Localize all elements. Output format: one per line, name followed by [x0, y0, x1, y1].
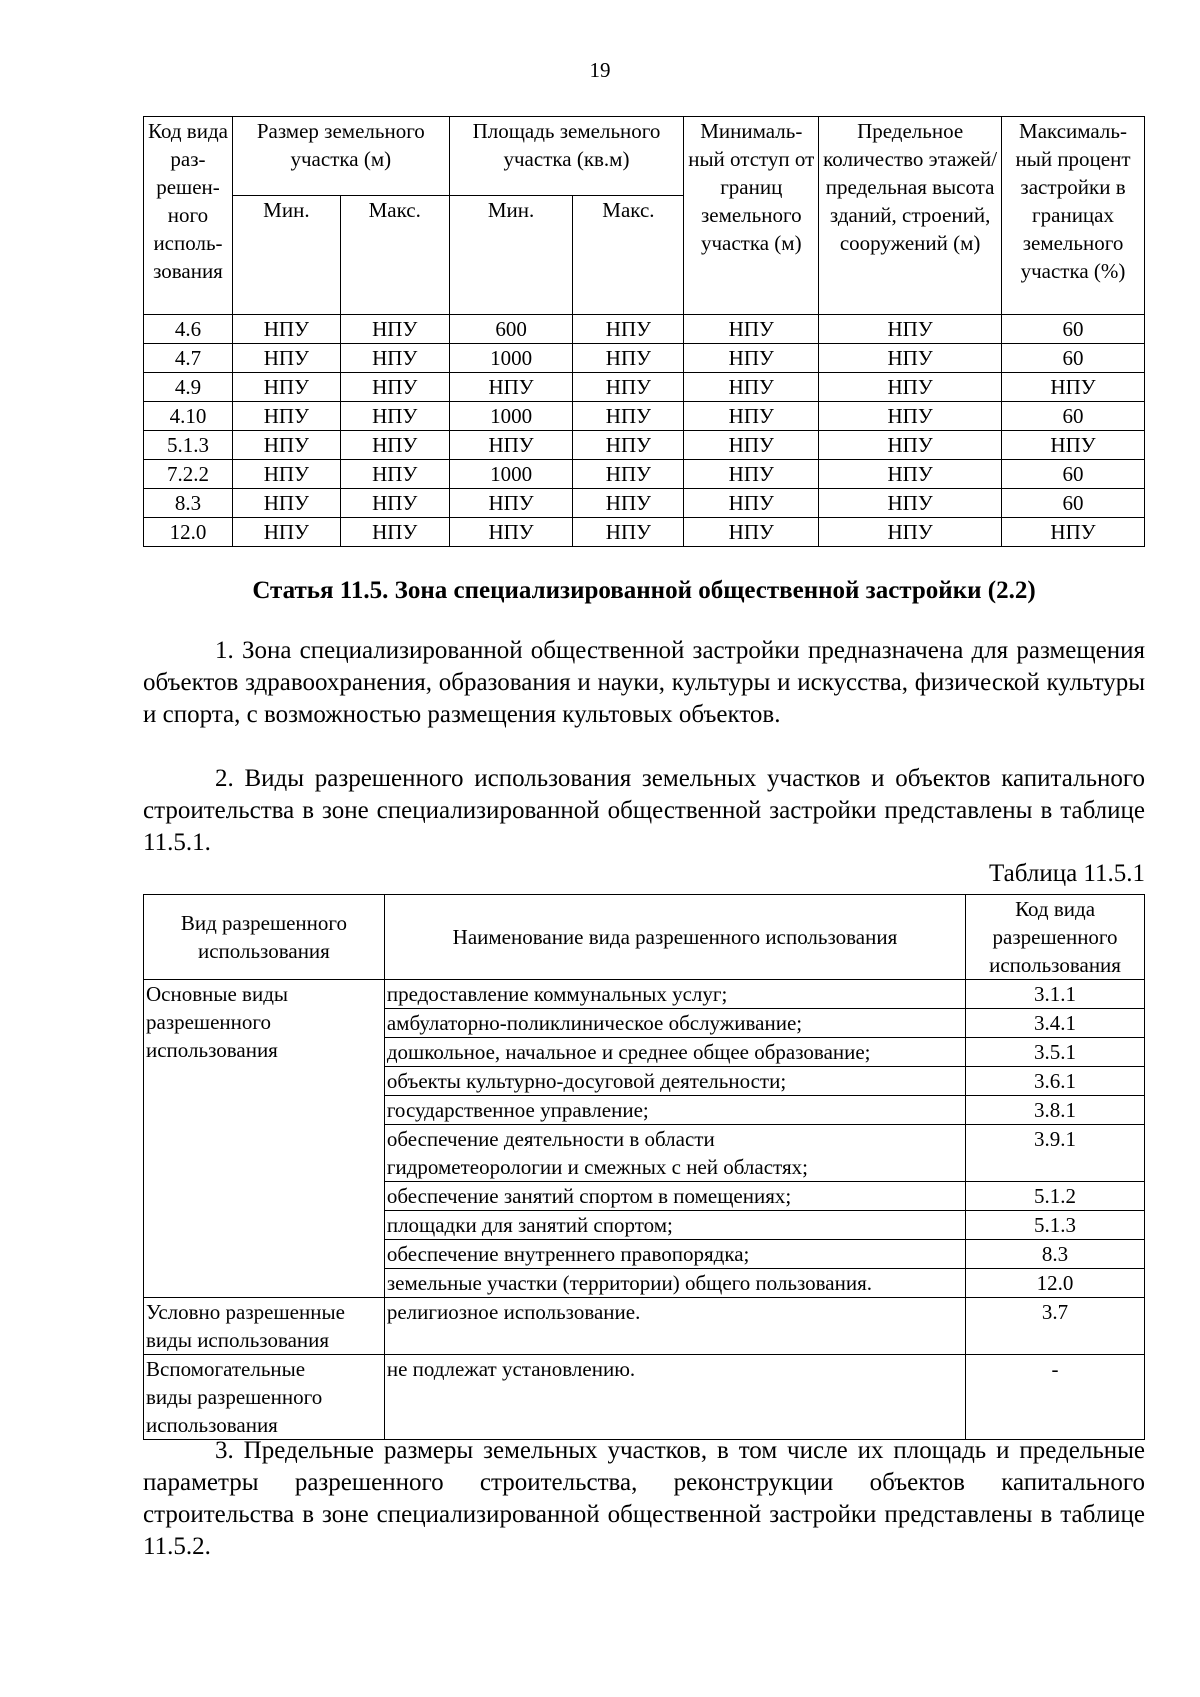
cell: НПУ [573, 315, 684, 344]
cell: 1000 [449, 344, 573, 373]
use-code: 12.0 [966, 1269, 1145, 1298]
cell: 60 [1002, 344, 1145, 373]
use-code: 3.8.1 [966, 1096, 1145, 1125]
cell: НПУ [684, 344, 819, 373]
use-code: 3.6.1 [966, 1067, 1145, 1096]
use-code: - [966, 1355, 1145, 1440]
use-name: обеспечение занятий спортом в помещениях; [384, 1182, 965, 1211]
use-name: амбулаторно-поликлиническое обслуживание; [384, 1009, 965, 1038]
cell: НПУ [232, 518, 340, 547]
cell: НПУ [573, 431, 684, 460]
use-code: 3.4.1 [966, 1009, 1145, 1038]
cell-code: 4.9 [144, 373, 233, 402]
cell: НПУ [449, 373, 573, 402]
use-name: обеспечение деятельности в области гидрометеорологии и смежных с ней областях; [384, 1125, 965, 1182]
cell: НПУ [573, 373, 684, 402]
cell: НПУ [819, 489, 1002, 518]
use-code: 5.1.2 [966, 1182, 1145, 1211]
header-size-min: Мин. [232, 196, 340, 315]
use-name: объекты культурно-досуговой деятельности; [384, 1067, 965, 1096]
parameters-table [143, 116, 1145, 547]
header-area-max: Макс. [573, 196, 684, 315]
cell: НПУ [340, 431, 449, 460]
cell: НПУ [684, 373, 819, 402]
paragraph-1: 1. Зона специализированной общественной застройки предназначена для размещения объектов здравоохранения, образования и науки, культуры и искусства, физической культуры и спорта, с возможностью размещения культовых объектов. [143, 637, 1145, 728]
use-code: 5.1.3 [966, 1211, 1145, 1240]
cell: НПУ [684, 518, 819, 547]
cell-code: 5.1.3 [144, 431, 233, 460]
cell: НПУ [1002, 518, 1145, 547]
cell: НПУ [819, 373, 1002, 402]
cell: НПУ [819, 460, 1002, 489]
table-row [144, 402, 1145, 431]
cell: НПУ [340, 373, 449, 402]
header-area: Площадь земельного участка (кв.м) [449, 117, 684, 196]
cell: НПУ [340, 315, 449, 344]
cell-code: 12.0 [144, 518, 233, 547]
cell: НПУ [232, 460, 340, 489]
cell: НПУ [340, 402, 449, 431]
page-number: 19 [589, 58, 611, 82]
cell-code: 4.10 [144, 402, 233, 431]
header-area-min: Мин. [449, 196, 573, 315]
table-row [144, 431, 1145, 460]
paragraph-3: 3. Предельные размеры земельных участков, в том числе их площадь и предельные параметры разрешенного строительства, реконструкции объектов капитального строительства в зоне специализированной общественной застройки представлены в таблице 11.5.2. [143, 1437, 1145, 1560]
table-row [144, 460, 1145, 489]
header-code: Код вида раз-решен-ного исполь-зования [144, 117, 233, 315]
cell: НПУ [232, 344, 340, 373]
use-code: 3.5.1 [966, 1038, 1145, 1067]
use-name: обеспечение внутреннего правопорядка; [384, 1240, 965, 1269]
use-name: предоставление коммунальных услуг; [384, 980, 965, 1009]
cell: НПУ [573, 518, 684, 547]
paragraph-2: 2. Виды разрешенного использования земельных участков и объектов капитального строительства в зоне специализированной общественной застройки представлены в таблице 11.5.1. [143, 765, 1145, 856]
cell: НПУ [684, 402, 819, 431]
cell: 60 [1002, 489, 1145, 518]
table-row [144, 315, 1145, 344]
use-name: религиозное использование. [384, 1298, 965, 1355]
cell: НПУ [819, 315, 1002, 344]
conditional-uses-label: Условно разрешенные виды использования [144, 1298, 385, 1355]
use-name: площадки для занятий спортом; [384, 1211, 965, 1240]
use-code: 3.9.1 [966, 1125, 1145, 1182]
use-name: государственное управление; [384, 1096, 965, 1125]
cell: НПУ [819, 518, 1002, 547]
use-code: 3.1.1 [966, 980, 1145, 1009]
cell: НПУ [449, 518, 573, 547]
cell: НПУ [340, 344, 449, 373]
permitted-use-table [143, 894, 1145, 1440]
table-row [144, 1298, 1145, 1355]
use-code: 3.7 [966, 1298, 1145, 1355]
cell: НПУ [232, 431, 340, 460]
cell: НПУ [573, 402, 684, 431]
cell: НПУ [340, 460, 449, 489]
cell: 600 [449, 315, 573, 344]
main-uses-label: Основные виды разрешенного использования [144, 980, 385, 1298]
cell: НПУ [232, 373, 340, 402]
use-name: дошкольное, начальное и среднее общее образование; [384, 1038, 965, 1067]
cell: НПУ [232, 489, 340, 518]
cell: НПУ [232, 315, 340, 344]
cell: 60 [1002, 460, 1145, 489]
header-use-name: Наименование вида разрешенного использования [384, 895, 965, 980]
table-row [144, 980, 1145, 1009]
cell: НПУ [1002, 373, 1145, 402]
use-name: не подлежат установлению. [384, 1355, 965, 1440]
cell: НПУ [819, 402, 1002, 431]
cell: НПУ [684, 489, 819, 518]
article-heading: Статья 11.5. Зона специализированной общественной застройки (2.2) [252, 577, 1036, 604]
use-name: земельные участки (территории) общего пользования. [384, 1269, 965, 1298]
header-use-type: Вид разрешенного использования [144, 895, 385, 980]
cell: НПУ [819, 344, 1002, 373]
cell: НПУ [1002, 431, 1145, 460]
table-row [144, 518, 1145, 547]
cell: 60 [1002, 315, 1145, 344]
cell-code: 4.7 [144, 344, 233, 373]
table-row [144, 1355, 1145, 1440]
cell: НПУ [573, 460, 684, 489]
header-size: Размер земельного участка (м) [232, 117, 449, 196]
table-row [144, 489, 1145, 518]
cell-code: 4.6 [144, 315, 233, 344]
use-code: 8.3 [966, 1240, 1145, 1269]
cell: НПУ [232, 402, 340, 431]
header-use-code: Код вида разрешенного использования [966, 895, 1145, 980]
header-percent: Максималь-ный процент застройки в границах земельного участка (%) [1002, 117, 1145, 315]
cell: 1000 [449, 402, 573, 431]
table-row [144, 344, 1145, 373]
cell: НПУ [340, 518, 449, 547]
cell: НПУ [819, 431, 1002, 460]
table-caption: Таблица 11.5.1 [989, 860, 1145, 887]
header-size-max: Макс. [340, 196, 449, 315]
cell: НПУ [449, 489, 573, 518]
table-row [144, 373, 1145, 402]
cell: НПУ [684, 315, 819, 344]
cell: НПУ [573, 344, 684, 373]
cell-code: 7.2.2 [144, 460, 233, 489]
cell-code: 8.3 [144, 489, 233, 518]
cell: НПУ [340, 489, 449, 518]
cell: НПУ [684, 431, 819, 460]
cell: НПУ [684, 460, 819, 489]
cell: 1000 [449, 460, 573, 489]
header-setback: Минималь-ный отступ от границ земельного участка (м) [684, 117, 819, 315]
header-floors: Предельное количество этажей/ предельная высота зданий, строений, сооружений (м) [819, 117, 1002, 315]
cell: НПУ [449, 431, 573, 460]
cell: 60 [1002, 402, 1145, 431]
auxiliary-uses-label: Вспомогательные виды разрешенного использования [144, 1355, 385, 1440]
cell: НПУ [573, 489, 684, 518]
